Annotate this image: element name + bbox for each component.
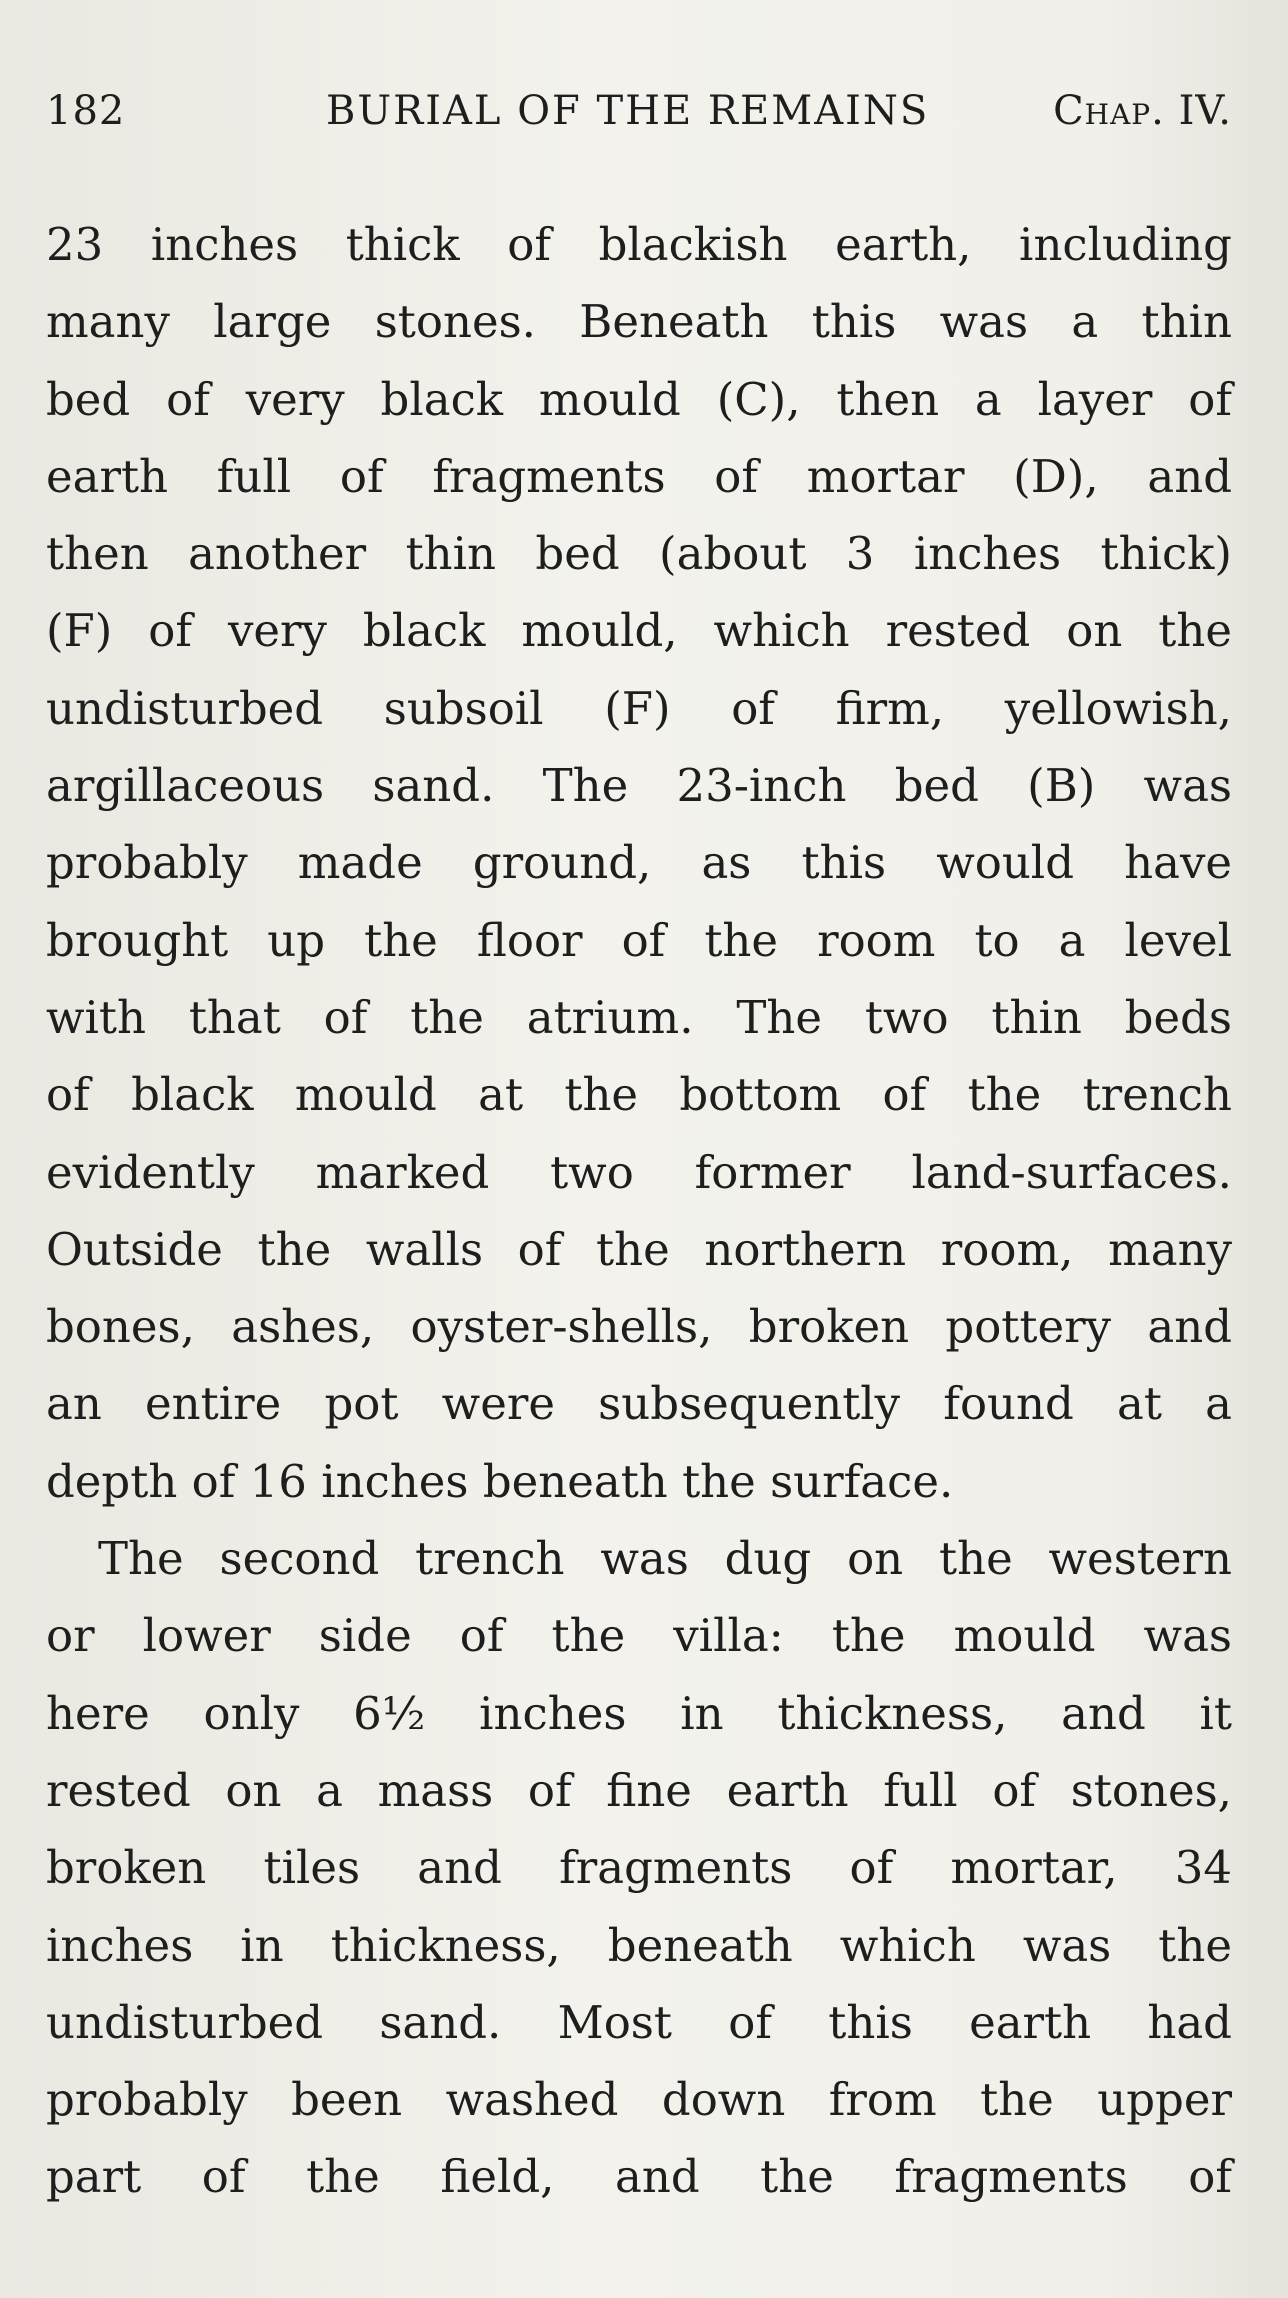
text-line: The second trench was dug on the western (98, 1532, 1232, 1586)
text-line: earth full of fragments of mortar (D), and (46, 449, 1232, 503)
text-line: or lower side of the villa: the mould was (46, 1609, 1232, 1663)
text-line: undisturbed subsoil (F) of firm, yellowish, (46, 681, 1232, 735)
text-line: 23 inches thick of blackish earth, including (46, 218, 1232, 271)
text-line: inches in thickness, beneath which was the (46, 1918, 1232, 1972)
page-number: 182 (46, 88, 126, 134)
text-line: rested on a mass of fine earth full of stones, (46, 1763, 1232, 1817)
text-line: probably made ground, as this would have (46, 836, 1232, 890)
text-line: Outside the walls of the northern room, many (46, 1222, 1232, 1276)
text-line: evidently marked two former land-surfaces. (46, 1145, 1232, 1199)
text-line: broken tiles and fragments of mortar, 34 (46, 1841, 1232, 1895)
running-header (46, 88, 1232, 148)
text-line: (F) of very black mould, which rested on the (46, 604, 1232, 658)
text-line: bones, ashes, oyster-shells, broken pottery and (46, 1300, 1232, 1354)
text-line: many large stones. Beneath this was a thin (46, 295, 1232, 349)
text-line: of black mould at the bottom of the trench (46, 1068, 1232, 1122)
text-line: bed of very black mould (C), then a layer of (46, 372, 1232, 426)
text-line: argillaceous sand. The 23-inch bed (B) was (46, 759, 1232, 813)
text-line: undisturbed sand. Most of this earth had (46, 1995, 1232, 2049)
text-line: then another thin bed (about 3 inches thick) (46, 527, 1232, 581)
running-title: BURIAL OF THE REMAINS (326, 88, 930, 134)
text-line: with that of the atrium. The two thin beds (46, 990, 1232, 1044)
text-line: brought up the floor of the room to a level (46, 913, 1232, 967)
chapter-label: Chap. IV. (1053, 88, 1232, 134)
body-text (46, 206, 1232, 2216)
text-line: depth of 16 inches beneath the surface. (46, 1454, 954, 1508)
text-line: part of the field, and the fragments of (46, 2150, 1232, 2204)
text-line: probably been washed down from the upper (46, 2073, 1232, 2127)
text-line: here only 6½ inches in thickness, and it (46, 1686, 1232, 1740)
text-line: an entire pot were subsequently found at a (46, 1377, 1232, 1431)
